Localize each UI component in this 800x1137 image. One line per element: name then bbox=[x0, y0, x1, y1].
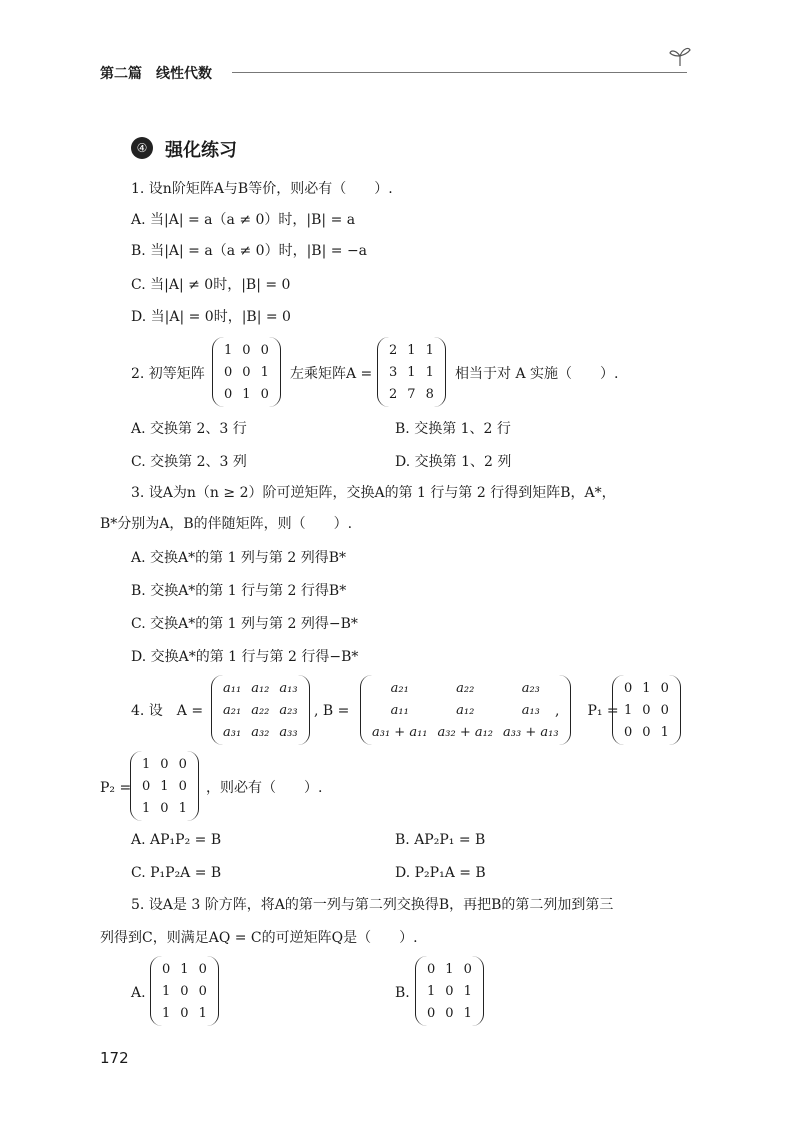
q1-option-c: C. 当|A| ≠ 0时，|B| = 0 bbox=[131, 277, 291, 293]
matrix-cell: a₁₁ bbox=[390, 702, 409, 718]
matrix-cell: 0 bbox=[427, 1005, 436, 1021]
matrix-cell: 2 bbox=[389, 342, 398, 358]
matrix-cell: 1 bbox=[142, 800, 151, 816]
matrix-cell: a₂₂ bbox=[251, 702, 270, 718]
matrix-cell: 0 bbox=[260, 386, 269, 402]
matrix-cell: 0 bbox=[178, 756, 187, 772]
q4-post: ，则必有（ ）. bbox=[206, 780, 323, 796]
matrix-cell: 0 bbox=[198, 961, 207, 977]
q5-option-b-label: B. bbox=[395, 985, 410, 1001]
matrix-cell: a₂₁ bbox=[390, 680, 409, 696]
matrix-cell: 1 bbox=[142, 756, 151, 772]
matrix-cell: a₃₂ + a₁₂ bbox=[437, 724, 494, 740]
q4-matrix-p2 bbox=[130, 751, 199, 821]
header-rule bbox=[232, 72, 687, 73]
matrix-cell: 7 bbox=[407, 386, 416, 402]
matrix-cell: a₂₃ bbox=[521, 680, 540, 696]
section-title: 强化练习 bbox=[165, 140, 237, 161]
matrix-cell: a₁₂ bbox=[251, 680, 270, 696]
matrix-cell: 1 bbox=[160, 778, 169, 794]
matrix-cell: 0 bbox=[242, 364, 251, 380]
matrix-cell: 0 bbox=[427, 961, 436, 977]
q3-line2: B*分别为A，B的伴随矩阵，则（ ）. bbox=[100, 516, 353, 532]
section-badge-icon: ④ bbox=[131, 137, 153, 159]
matrix-cell: a₃₁ bbox=[223, 724, 242, 740]
matrix-cell: 0 bbox=[660, 702, 669, 718]
q5-option-a-matrix bbox=[150, 956, 219, 1026]
matrix-cell: a₃₃ + a₁₃ bbox=[503, 724, 559, 740]
matrix-cell: 0 bbox=[624, 680, 633, 696]
matrix-cell: 0 bbox=[160, 800, 169, 816]
q4-matrix-a bbox=[211, 675, 310, 745]
matrix-cell: 1 bbox=[660, 724, 669, 740]
q4-p2-label: P₂ = bbox=[100, 780, 132, 796]
matrix-cell: 2 bbox=[389, 386, 398, 402]
q3-option-a: A. 交换A*的第 1 列与第 2 列得B* bbox=[131, 550, 347, 566]
matrix-cell: 0 bbox=[224, 386, 233, 402]
matrix-cell: 0 bbox=[642, 702, 651, 718]
matrix-cell: a₁₃ bbox=[279, 680, 298, 696]
matrix-cell: 0 bbox=[180, 1005, 189, 1021]
matrix-cell: 1 bbox=[162, 983, 171, 999]
q5-line2: 列得到C，则满足AQ = C的可逆矩阵Q是（ ）. bbox=[100, 930, 418, 946]
matrix-cell: 1 bbox=[162, 1005, 171, 1021]
q4-pre: 4. 设 A = bbox=[131, 703, 204, 719]
q2-option-b: B. 交换第 1、2 行 bbox=[395, 421, 511, 437]
matrix-cell: 0 bbox=[445, 983, 454, 999]
matrix-cell: 0 bbox=[224, 364, 233, 380]
matrix-cell: 1 bbox=[260, 364, 269, 380]
q4-option-b: B. AP₂P₁ = B bbox=[395, 832, 486, 848]
matrix-cell: 0 bbox=[162, 961, 171, 977]
q4-matrix-p1 bbox=[612, 675, 681, 745]
q1-option-b: B. 当|A| = a（a ≠ 0）时，|B| = −a bbox=[131, 243, 368, 259]
matrix-cell: 0 bbox=[660, 680, 669, 696]
matrix-cell: 0 bbox=[178, 778, 187, 794]
q4-option-a: A. AP₁P₂ = B bbox=[131, 832, 222, 848]
q4-matrix-b bbox=[360, 675, 571, 745]
matrix-cell: 0 bbox=[260, 342, 269, 358]
q3-line1: 3. 设A为n（n ≥ 2）阶可逆矩阵，交换A的第 1 行与第 2 行得到矩阵B，A*， bbox=[131, 485, 616, 501]
q5-option-b-matrix bbox=[415, 956, 484, 1026]
matrix-cell: 1 bbox=[180, 961, 189, 977]
running-header: 第二篇 线性代数 bbox=[100, 66, 212, 82]
matrix-cell: 1 bbox=[425, 364, 434, 380]
matrix-cell: a₃₁ + a₁₁ bbox=[372, 724, 428, 740]
q2-mid: 左乘矩阵A = bbox=[290, 366, 373, 382]
matrix-cell: 1 bbox=[445, 961, 454, 977]
matrix-cell: 0 bbox=[642, 724, 651, 740]
matrix-cell: a₃₂ bbox=[251, 724, 270, 740]
matrix-cell: 1 bbox=[624, 702, 633, 718]
q5-line1: 5. 设A是 3 阶方阵，将A的第一列与第二列交换得B，再把B的第二列加到第三 bbox=[131, 897, 614, 913]
q2-post: 相当于对 A 实施（ ）. bbox=[455, 366, 619, 382]
matrix-cell: a₁₁ bbox=[223, 680, 242, 696]
matrix-cell: a₂₂ bbox=[456, 680, 475, 696]
matrix-cell: 1 bbox=[407, 342, 416, 358]
matrix-cell: 1 bbox=[224, 342, 233, 358]
matrix-cell: 0 bbox=[180, 983, 189, 999]
matrix-cell: 3 bbox=[389, 364, 398, 380]
matrix-cell: 0 bbox=[160, 756, 169, 772]
matrix-cell: 0 bbox=[463, 961, 472, 977]
q2-option-a: A. 交换第 2、3 行 bbox=[131, 421, 247, 437]
q3-option-b: B. 交换A*的第 1 行与第 2 行得B* bbox=[131, 583, 347, 599]
matrix-cell: a₂₁ bbox=[223, 702, 242, 718]
matrix-cell: a₃₃ bbox=[279, 724, 298, 740]
matrix-cell: 1 bbox=[242, 386, 251, 402]
q4-option-c: C. P₁P₂A = B bbox=[131, 865, 222, 881]
q2-option-d: D. 交换第 1、2 列 bbox=[395, 454, 512, 470]
matrix-cell: a₂₃ bbox=[279, 702, 298, 718]
matrix-cell: a₁₂ bbox=[456, 702, 475, 718]
matrix-cell: 0 bbox=[624, 724, 633, 740]
q1-option-a: A. 当|A| = a（a ≠ 0）时，|B| = a bbox=[131, 212, 356, 228]
q2-option-c: C. 交换第 2、3 列 bbox=[131, 454, 247, 470]
matrix-cell: 0 bbox=[445, 1005, 454, 1021]
q2-matrix-e bbox=[212, 337, 281, 407]
matrix-cell: 1 bbox=[198, 1005, 207, 1021]
matrix-cell: 0 bbox=[198, 983, 207, 999]
matrix-cell: 1 bbox=[407, 364, 416, 380]
q4-option-d: D. P₂P₁A = B bbox=[395, 865, 486, 881]
matrix-cell: 1 bbox=[178, 800, 187, 816]
matrix-cell: 8 bbox=[425, 386, 434, 402]
q3-option-d: D. 交换A*的第 1 行与第 2 行得−B* bbox=[131, 649, 359, 665]
q4-p1-label: , P₁ = bbox=[555, 703, 619, 719]
q1-option-d: D. 当|A| = 0时，|B| = 0 bbox=[131, 309, 291, 325]
matrix-cell: 0 bbox=[142, 778, 151, 794]
matrix-cell: 1 bbox=[463, 983, 472, 999]
matrix-cell: 1 bbox=[427, 983, 436, 999]
q2-matrix-a bbox=[377, 337, 446, 407]
matrix-cell: 0 bbox=[242, 342, 251, 358]
q3-option-c: C. 交换A*的第 1 列与第 2 列得−B* bbox=[131, 616, 358, 632]
matrix-cell: 1 bbox=[425, 342, 434, 358]
q4-b-label: , B = bbox=[314, 703, 350, 719]
q1-stem: 1. 设n阶矩阵A与B等价，则必有（ ）. bbox=[131, 181, 393, 197]
matrix-cell: 1 bbox=[463, 1005, 472, 1021]
q2-pre: 2. 初等矩阵 bbox=[131, 366, 205, 382]
matrix-cell: 1 bbox=[642, 680, 651, 696]
matrix-cell: a₁₃ bbox=[521, 702, 540, 718]
q5-option-a-label: A. bbox=[131, 985, 146, 1001]
sprout-icon bbox=[668, 44, 692, 68]
page-number: 172 bbox=[100, 1049, 129, 1067]
